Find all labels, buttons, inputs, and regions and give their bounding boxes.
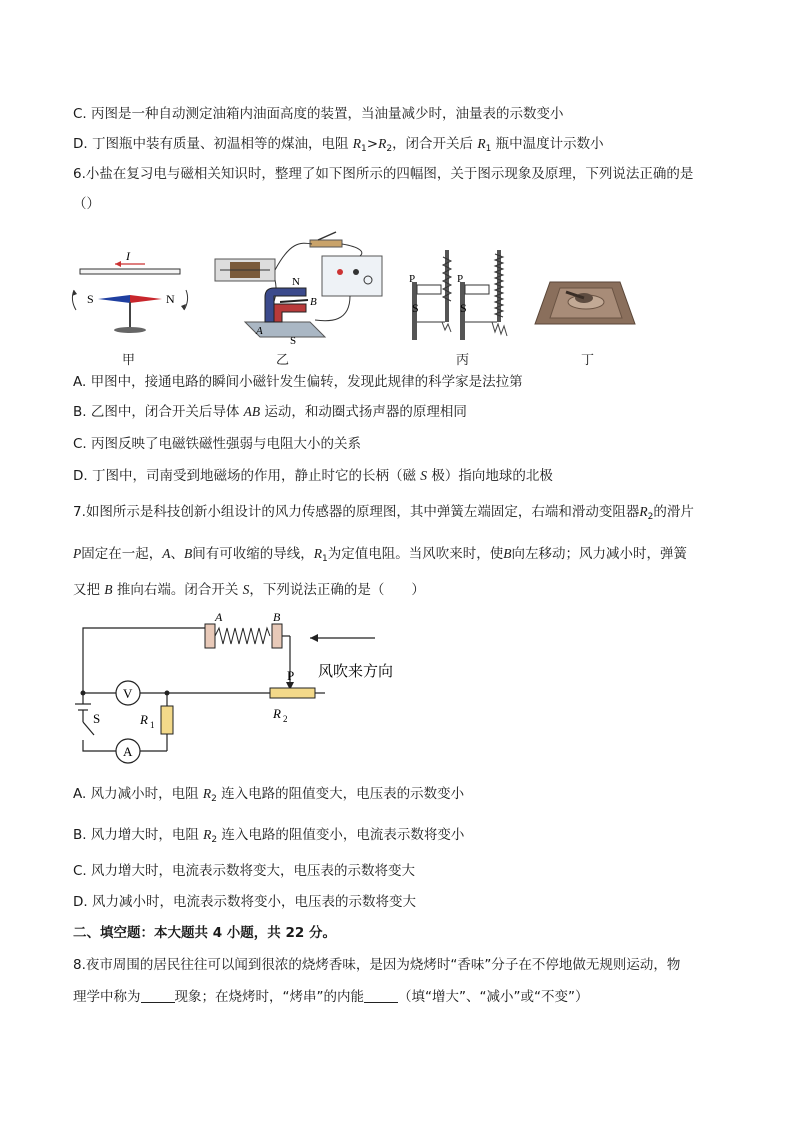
q6-ab: AB bbox=[243, 404, 261, 419]
label-r1-sub: 1 bbox=[150, 720, 155, 730]
q5-r2-sub: 2 bbox=[386, 144, 393, 154]
q5-option-d bbox=[73, 134, 604, 159]
q7-r2-sub: 2 bbox=[647, 512, 654, 522]
q7-B: B bbox=[184, 546, 193, 561]
needle-n-label: N bbox=[166, 292, 175, 306]
needle-n bbox=[130, 295, 162, 303]
spring bbox=[215, 628, 270, 644]
q7-option-a-r-sub: 2 bbox=[211, 794, 217, 804]
q6-option-a: A. 甲图中，接通电路的瞬间小磁针发生偏转，发现此规律的科学家是法拉第 bbox=[73, 374, 523, 390]
coil-s-label: S bbox=[290, 335, 297, 347]
bing-p2-label: P bbox=[457, 273, 464, 285]
q6-stem-paren: （） bbox=[73, 196, 100, 212]
needle-s-label: S bbox=[87, 292, 94, 306]
q6-option-c: C. 丙图反映了电磁铁磁性强弱与电阻大小的关系 bbox=[73, 436, 362, 452]
q7-line2-e: 向左移动；风力减小时，弹簧 bbox=[511, 546, 687, 562]
q8-line2-mid: 现象；在烧烤时，“烤串”的内能 bbox=[174, 989, 364, 1005]
caption-ding: 丁 bbox=[581, 353, 595, 368]
q7-option-a-post: 连入电路的阻值变大，电压表的示数变小 bbox=[216, 786, 465, 802]
rheostat-r2 bbox=[270, 688, 315, 698]
q7-line3-post: ，下列说法正确的是（ ） bbox=[249, 582, 425, 598]
q7-r1: R bbox=[313, 546, 322, 561]
q6-option-b-text: B. 乙图中，闭合开关后导体 bbox=[73, 404, 244, 420]
needle-s bbox=[98, 295, 130, 303]
q5-gt: > bbox=[366, 136, 379, 152]
caption-yi: 乙 bbox=[276, 353, 290, 368]
rod-b-label: B bbox=[310, 296, 317, 308]
fig-ding bbox=[535, 282, 635, 324]
q6-option-d bbox=[73, 466, 553, 486]
q7-option-b-r-sub: 2 bbox=[211, 835, 218, 845]
q6-option-b-post: 运动，和动圈式扬声器的原理相同 bbox=[260, 404, 467, 420]
q7-line3-B: B bbox=[104, 582, 113, 597]
q7-option-b-text: B. 风力增大时，电阻 bbox=[73, 827, 204, 843]
q6-option-d-text: D. 丁图中，司南受到地磁场的作用，静止时它的长柄（磁 bbox=[73, 468, 421, 484]
voltmeter-label: V bbox=[123, 686, 133, 701]
q7-option-b-r: R bbox=[203, 827, 212, 842]
resistor-r1 bbox=[161, 706, 173, 734]
q7-line3-mid: 推向右端。闭合开关 bbox=[112, 582, 243, 598]
ammeter-label: A bbox=[123, 744, 133, 759]
q7-line1-post: 的滑片 bbox=[653, 504, 694, 520]
label-s: S bbox=[93, 711, 101, 726]
label-r1: R bbox=[140, 712, 148, 727]
q7-line2-a: 固定在一起， bbox=[81, 546, 163, 562]
q8-stem-1: 8.夜市周围的居民往往可以闻到很浓的烧烤香味，是因为烧烤时“香味”分子在不停地做无规则运动，物 bbox=[73, 957, 681, 973]
label-a: A bbox=[215, 610, 223, 624]
q6-option-b bbox=[73, 402, 467, 422]
label-b: B bbox=[273, 610, 281, 624]
q5-option-d-mid: ，闭合开关后 bbox=[392, 136, 478, 152]
q7-option-d: D. 风力减小时，电流表示数将变小，电压表的示数将变大 bbox=[73, 894, 416, 910]
bing-s2-label: S bbox=[460, 301, 467, 315]
q7-r1-sub: 1 bbox=[322, 554, 328, 564]
q7-option-a-text: A. 风力减小时，电阻 bbox=[73, 786, 203, 802]
q7-line1-text: 7.如图所示是科技创新小组设计的风力传感器的原理图，其中弹簧左端固定，右端和滑动变阻器 bbox=[73, 504, 640, 520]
caption-bing: 丙 bbox=[456, 353, 470, 368]
spring-block-a bbox=[205, 624, 215, 648]
q7-stem-2 bbox=[73, 544, 687, 569]
q7-option-a-r: R bbox=[202, 786, 212, 801]
q5-r1: R bbox=[352, 136, 362, 151]
q8-blank-2[interactable] bbox=[364, 988, 398, 1003]
label-p: P bbox=[287, 668, 295, 683]
spring-block-b bbox=[272, 624, 282, 648]
q8-blank-1[interactable] bbox=[141, 988, 175, 1003]
q8-line2-pre: 理学中称为 bbox=[73, 989, 141, 1005]
q5-r1b: R bbox=[477, 136, 486, 151]
q7-option-c: C. 风力增大时，电流表示数将变大，电压表的示数将变大 bbox=[73, 863, 416, 879]
q7-line2-b: 、 bbox=[170, 546, 184, 562]
q5-r2: R bbox=[378, 136, 387, 151]
q7-line2-c: 间有可收缩的导线， bbox=[192, 546, 314, 562]
q7-stem-3 bbox=[73, 580, 425, 600]
fig-jia bbox=[72, 249, 188, 333]
q7-line3-pre: 又把 bbox=[73, 582, 105, 598]
q7-option-b bbox=[73, 825, 464, 850]
q6-option-d-post: 极）指向地球的北极 bbox=[427, 468, 553, 484]
q6-stem: 6.小盐在复习电与磁相关知识时，整理了如下图所示的四幅图，关于图示现象及原理，下列说法正确的是 bbox=[73, 166, 694, 182]
q5-option-d-text: D. 丁图瓶中装有质量、初温相等的煤油，电阻 bbox=[73, 136, 353, 152]
q7-A: A bbox=[162, 546, 171, 561]
fig-bing bbox=[409, 250, 507, 340]
q7-stem-1 bbox=[73, 502, 694, 527]
caption-jia: 甲 bbox=[122, 353, 136, 368]
q7-option-b-post: 连入电路的阻值变小，电流表示数将变小 bbox=[217, 827, 465, 843]
q5-r1b-sub: 1 bbox=[485, 144, 492, 154]
current-label: I bbox=[126, 249, 130, 263]
q8-line2-post: （填“增大”、“减小”或“不变”） bbox=[398, 989, 589, 1005]
bing-p-label: P bbox=[409, 273, 416, 285]
q6-figure-row bbox=[60, 222, 660, 347]
q7-B2: B bbox=[503, 546, 512, 561]
rod-a-label: A bbox=[256, 325, 263, 337]
q7-circuit-diagram bbox=[60, 606, 420, 776]
bing-s-label: S bbox=[412, 301, 419, 315]
q7-option-a bbox=[73, 784, 464, 809]
wind-direction-label: 风吹来方向 bbox=[318, 664, 394, 680]
section-fill-in-heading: 二、填空题：本大题共 4 小题，共 22 分。 bbox=[73, 925, 336, 941]
label-r2-sub: 2 bbox=[283, 714, 288, 724]
label-r2: R bbox=[273, 706, 281, 721]
q8-stem-2 bbox=[73, 987, 588, 1007]
q7-line3-S: S bbox=[242, 582, 250, 597]
q7-line2-d: 为定值电阻。当风吹来时，使 bbox=[327, 546, 504, 562]
q5-option-d-post: 瓶中温度计示数小 bbox=[491, 136, 604, 152]
q6-s-pole: S bbox=[420, 468, 428, 483]
fig-yi bbox=[215, 232, 382, 347]
q5-option-c: C. 丙图是一种自动测定油箱内油面高度的装置，当油量减少时，油量表的示数变小 bbox=[73, 106, 564, 122]
q7-p: P bbox=[73, 546, 82, 561]
q7-r2: R bbox=[639, 504, 648, 519]
coil-n-label: N bbox=[292, 276, 300, 288]
q5-r1-sub: 1 bbox=[361, 144, 367, 154]
